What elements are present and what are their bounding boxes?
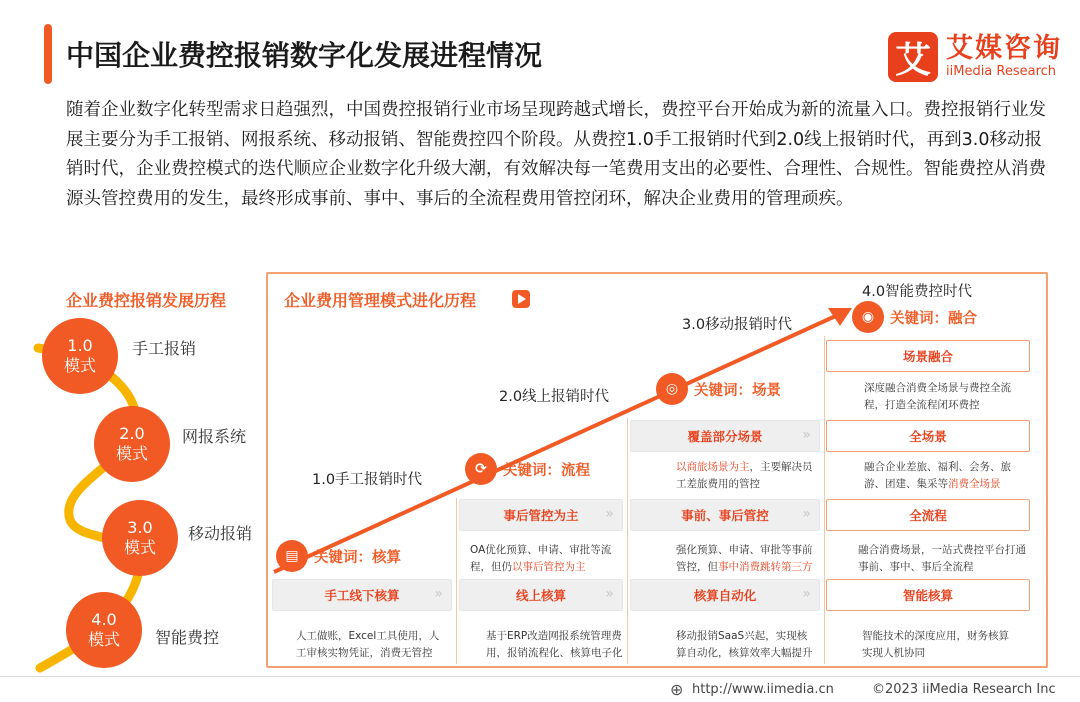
left-section-title: 企业费控报销发展历程 (66, 291, 227, 310)
box-full-process: 全流程 (826, 499, 1030, 531)
box-manual-calc: 手工线下核算 » (272, 579, 452, 611)
keyword-2: ⟳ 关键词：流程 (465, 453, 590, 485)
footer-divider (0, 676, 1080, 677)
box-smart-calc: 智能核算 (826, 579, 1030, 611)
logo-en-text: iiMedia Research (946, 64, 1057, 79)
globe-icon: ◎ (656, 373, 688, 405)
page-title: 中国企业费控报销数字化发展进程情况 (66, 39, 543, 72)
stage-3-circle: 3.0 模式 (102, 500, 178, 576)
flow-icon: ⟳ (465, 453, 497, 485)
title-accent-bar (44, 24, 52, 84)
intro-paragraph: 随着企业数字化转型需求日趋强烈，中国费控报销行业市场呈现跨越式增长，费控平台开始成为新的流量入口。费控报销行业发展主要分为手工报销、网报系统、移动报销、智能费控四个阶段。从费控1.0手工报销时代到2.0线上报销时代，再到3.0移动报销时代，企业费控模式的迭代顺应企业数字化升级大潮，有效解决每一笔费用支出的必要性、合理性、合规性。智能费控从消费源头管控费用的发生，最终形成事前、事中、事后的全流程费用管控闭环，解决企业费用的管理顽疾。 (66, 100, 1046, 209)
era-1-label: 1.0手工报销时代 (312, 472, 423, 488)
box-partial-scene: 覆盖部分场景 » (630, 420, 820, 452)
box-scene-fusion: 场景融合 (826, 340, 1030, 372)
keyword-1: ▤ 关键词：核算 (276, 540, 401, 572)
evolution-title: 企业费用管理模式进化历程 (284, 291, 477, 310)
stage-4-label: 智能费控 (155, 628, 220, 647)
stage-3-label: 移动报销 (188, 524, 253, 543)
desc-pre-post-control: 强化预算、申请、审批等事前管控，但事中消费跳转第三方 (676, 544, 813, 573)
globe-icon: ⊕ (670, 680, 684, 699)
keyword-3: ◎ 关键词：场景 (656, 373, 781, 405)
footer-url[interactable]: http://www.iimedia.cn (692, 682, 834, 697)
footer-copyright: ©2023 iiMedia Research Inc (872, 682, 1056, 697)
desc-smart-calc: 智能技术的深度应用，财务核算实现人机协同 (862, 630, 1009, 659)
desc-full-scene: 融合企业差旅、福利、会务、旅游、团建、集采等消费全场景 (864, 461, 1011, 490)
box-full-scene: 全场景 (826, 420, 1030, 452)
logo-cn-text: 艾媒咨询 (946, 33, 1062, 64)
era-3-label: 3.0移动报销时代 (682, 317, 793, 333)
era-4-label: 4.0智能费控时代 (862, 284, 973, 300)
calculator-icon: ▤ (276, 540, 308, 572)
iimedia-logo (888, 32, 1062, 82)
keyword-4: ◉ 关键词：融合 (852, 301, 977, 333)
stage-4-circle: 4.0 模式 (66, 592, 142, 668)
desc-online-calc: 基于ERP改造网报系统管理费用，报销流程化、核算电子化 (486, 630, 623, 659)
stage-1-label: 手工报销 (132, 339, 197, 358)
box-online-calc: 线上核算 » (459, 579, 623, 611)
desc-auto-calc: 移动报销SaaS兴起，实现核算自动化，核算效率大幅提升 (676, 630, 813, 659)
desc-partial-scene: 以商旅场景为主，主要解决员工差旅费用的管控 (676, 461, 813, 490)
fusion-globe-icon: ◉ (852, 301, 884, 333)
box-post-control: 事后管控为主 » (459, 499, 623, 531)
box-auto-calc: 核算自动化 » (630, 579, 820, 611)
era-2-label: 2.0线上报销时代 (499, 389, 610, 405)
desc-scene-fusion: 深度融合消费全场景与费控全流程，打造全流程闭环费控 (864, 382, 1011, 411)
stage-1-circle: 1.0 模式 (42, 318, 118, 394)
desc-manual-calc: 人工做账，Excel工具使用，人工审核实物凭证，消费无管控 (296, 630, 440, 659)
stage-2-circle: 2.0 模式 (94, 406, 170, 482)
stage-2-label: 网报系统 (182, 427, 247, 446)
logo-mark: 艾 (888, 32, 938, 82)
desc-full-process: 融合消费场景，一站式费控平台打通事前、事中、事后全流程 (858, 544, 1026, 573)
desc-post-control: OA优化预算、申请、审批等流程，但仍以事后管控为主 (470, 544, 612, 573)
box-pre-post-control: 事前、事后管控 » (630, 499, 820, 531)
